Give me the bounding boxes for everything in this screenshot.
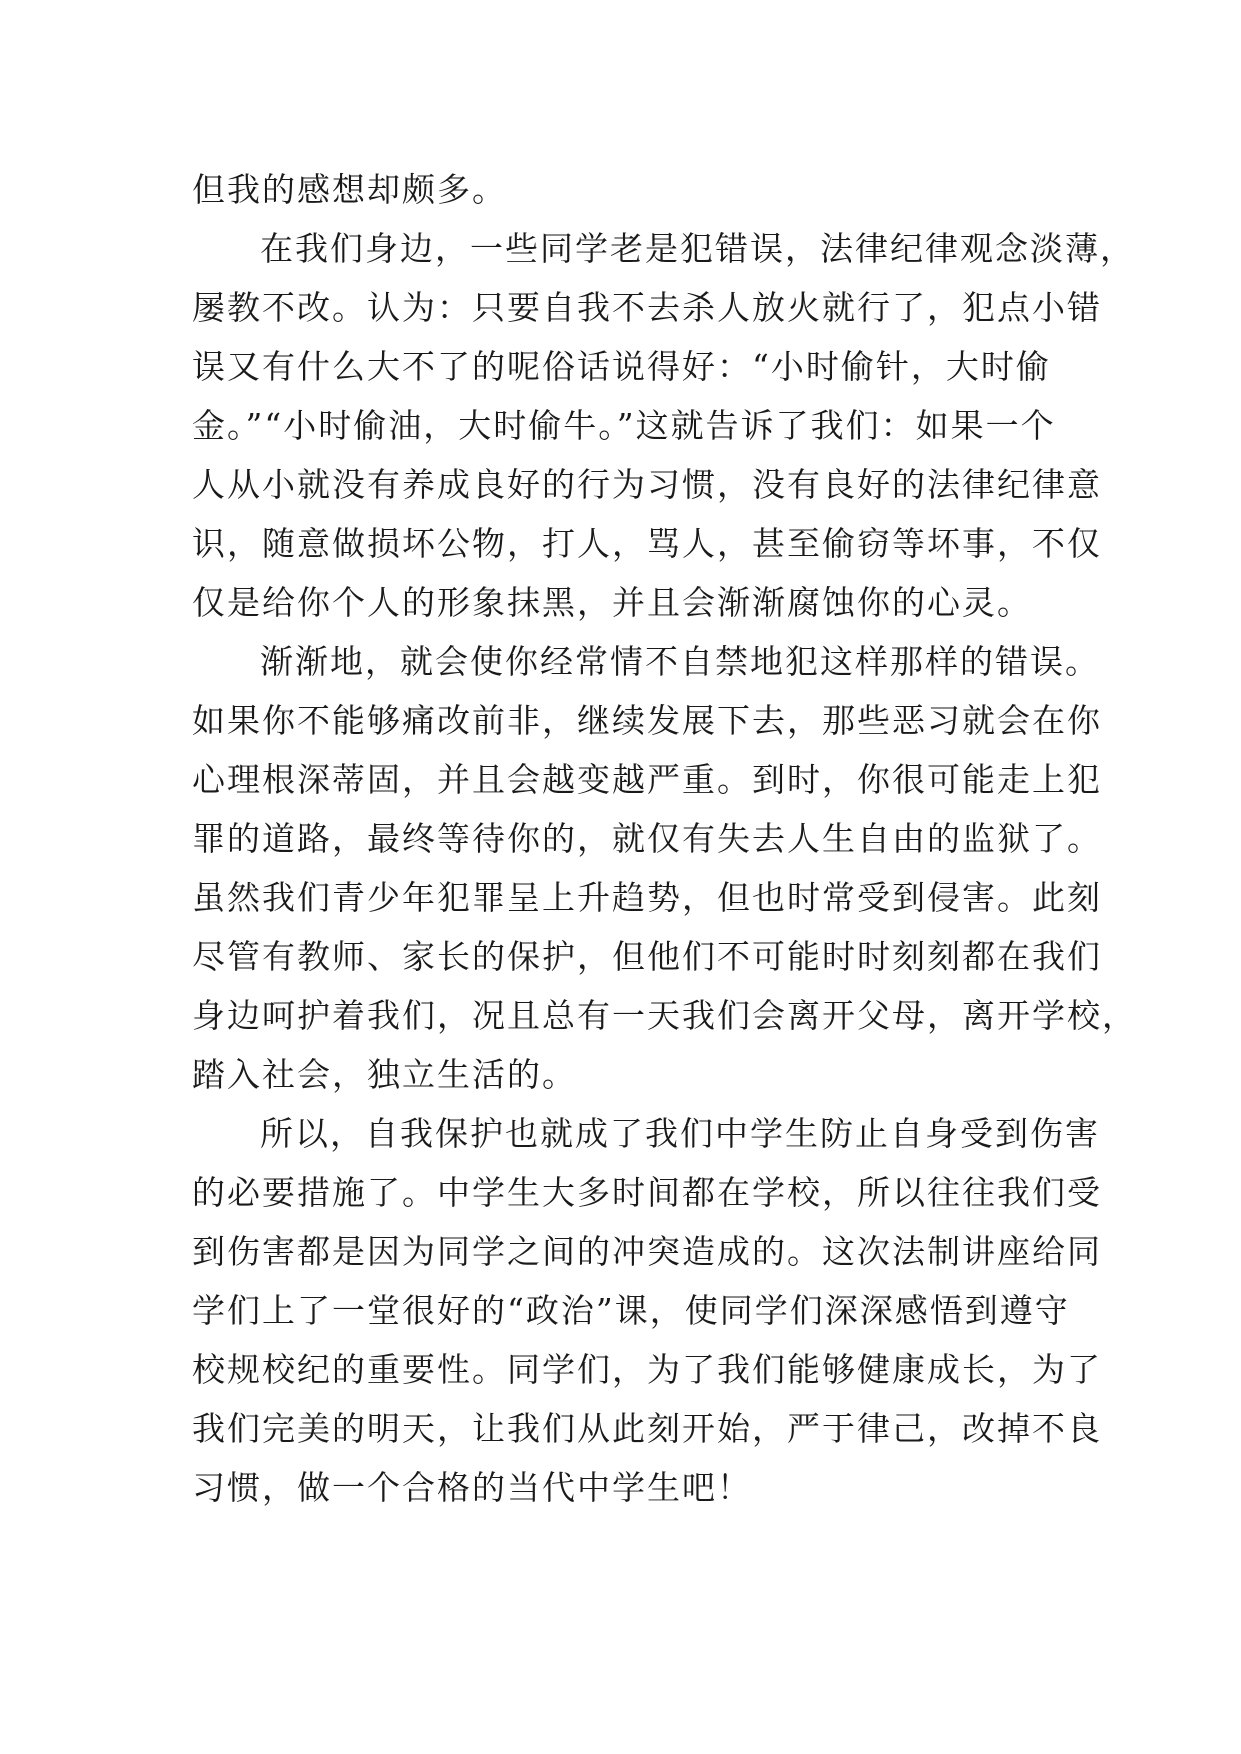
text-line: 屡教不改。认为：只要自我不去杀人放火就行了，犯点小错: [192, 288, 1102, 327]
document-body: [192, 160, 1137, 1517]
text-line: 虽然我们青少年犯罪呈上升趋势，但也时常受到侵害。此刻: [192, 878, 1102, 917]
text-line: 习惯，做一个合格的当代中学生吧！: [192, 1468, 752, 1507]
text-line: 心理根深蒂固，并且会越变越严重。到时，你很可能走上犯: [192, 760, 1102, 799]
text-line: 但我的感想却颇多。: [192, 170, 507, 209]
text-line: 校规校纪的重要性。同学们，为了我们能够健康成长，为了: [192, 1350, 1102, 1389]
text-line: 尽管有教师、家长的保护，但他们不可能时时刻刻都在我们: [192, 937, 1102, 976]
text-line: 我们完美的明天，让我们从此刻开始，严于律己，改掉不良: [192, 1409, 1102, 1448]
text-line: 人从小就没有养成良好的行为习惯，没有良好的法律纪律意: [192, 465, 1102, 504]
text-line: 所以，自我保护也就成了我们中学生防止自身受到伤害: [260, 1114, 1100, 1153]
text-line: 身边呵护着我们，况且总有一天我们会离开父母，离开学校，: [192, 996, 1137, 1035]
text-line: 在我们身边，一些同学老是犯错误，法律纪律观念淡薄，: [260, 229, 1135, 268]
text-line: 学们上了一堂很好的“政治”课，使同学们深深感悟到遵守: [192, 1291, 1070, 1330]
text-line: 仅是给你个人的形象抹黑，并且会渐渐腐蚀你的心灵。: [192, 583, 1032, 622]
text-line: 金。”“小时偷油，大时偷牛。”这就告诉了我们：如果一个: [192, 406, 1056, 445]
text-line: 到伤害都是因为同学之间的冲突造成的。这次法制讲座给同: [192, 1232, 1102, 1271]
text-line: 渐渐地，就会使你经常情不自禁地犯这样那样的错误。: [260, 642, 1100, 681]
text-line: 如果你不能够痛改前非，继续发展下去，那些恶习就会在你: [192, 701, 1102, 740]
text-line: 踏入社会，独立生活的。: [192, 1055, 577, 1094]
text-line: 误又有什么大不了的呢俗话说得好：“小时偷针，大时偷: [192, 347, 1051, 386]
text-line: 的必要措施了。中学生大多时间都在学校，所以往往我们受: [192, 1173, 1102, 1212]
text-line: 识，随意做损坏公物，打人，骂人，甚至偷窃等坏事，不仅: [192, 524, 1102, 563]
text-line: 罪的道路，最终等待你的，就仅有失去人生自由的监狱了。: [192, 819, 1102, 858]
